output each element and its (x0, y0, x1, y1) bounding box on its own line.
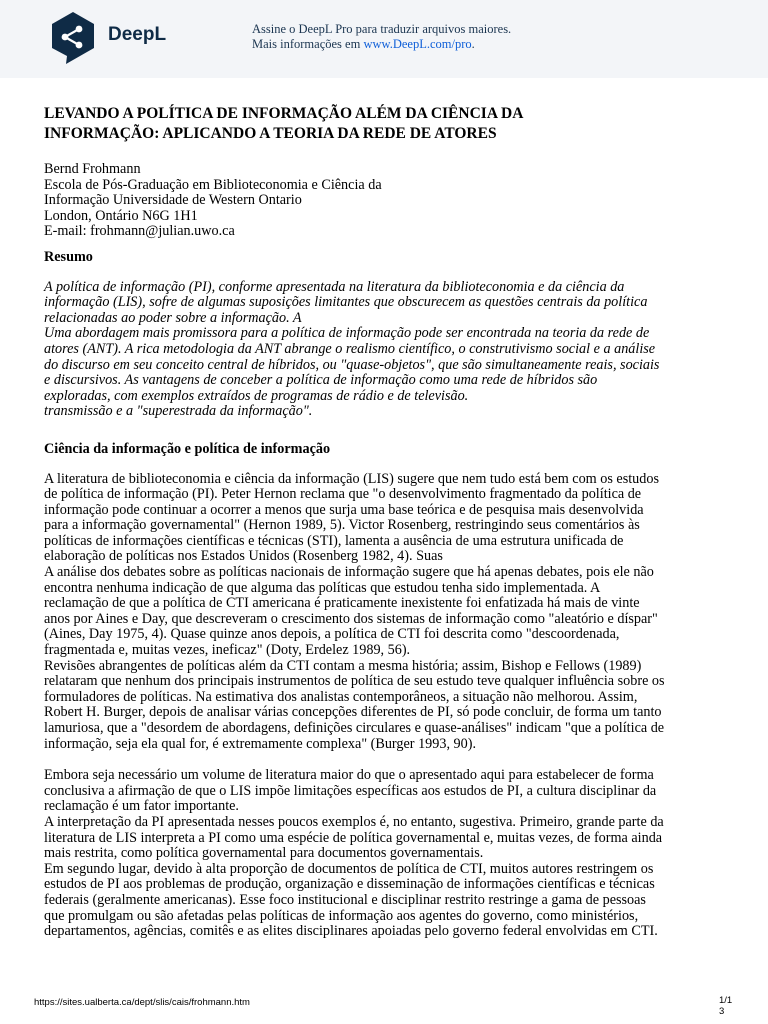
deepl-pro-link[interactable]: www.DeepL.com/pro (363, 37, 472, 51)
body-line: informação pode continuar a ocorrer a menos que surja uma base teórica e de pesquisa mais desenvolvida (44, 501, 644, 518)
abstract (44, 280, 724, 420)
abstract-line: informação (LIS), sofre de algumas suposições limitantes que obscurecem as questões centrais da política (44, 294, 648, 311)
page-number-line: 3 (719, 1006, 725, 1017)
body-line: elaboração de políticas nos Estados Unidos (Rosenberg 1982, 4). Suas (44, 548, 443, 565)
body-line: lamuriosa, que a "desordem de abordagens, definições circulares e quase-análises" indicam "que a política de (44, 720, 665, 736)
author-email: E-mail: frohmann@julian.uwo.ca (44, 223, 235, 240)
body-line: literatura de LIS interpreta a PI como uma espécie de política governamental e, muitas vezes, de forma ainda (44, 829, 663, 846)
abstract-line: atores (ANT). A rica metodologia da ANT abrange o realismo científico, o construtivismo social e a análise (44, 340, 656, 357)
body-line: reclamação é um fator importante. (44, 798, 239, 815)
body-line: Revisões abrangentes de políticas além da CTI contam a mesma história; assim, Bishop e Fellows (1989) (44, 657, 642, 674)
body-line: Robert H. Burger, depois de analisar várias concepções diferentes de PI, só pode concluir, de forma um tanto (44, 704, 662, 721)
body-line: departamentos, agências, comitês e as elites disciplinares apoiadas pelo governo federal envolvidas em CTI. (44, 923, 658, 940)
promo-suffix: . (471, 37, 475, 51)
body-line: reclamação de que a política de CTI americana é praticamente inexistente foi enfatizada há mais de vinte (44, 595, 640, 612)
deepl-logo[interactable] (48, 10, 198, 66)
footer-url[interactable]: https://sites.ualberta.ca/dept/slis/cais/frohmann.htm (34, 997, 250, 1008)
body-line: políticas de informações científicas e técnicas (STI), lamenta a ausência de uma estrutura unificada de (44, 532, 624, 549)
author-name: Bernd Frohmann (44, 161, 141, 177)
body-line: anos por Aines e Day, que descreveram o crescimento dos sistemas de informação como "aleatório e díspar" (44, 610, 658, 627)
body-line: encontra nenhuma indicação de que alguma das políticas que estudou tenha sido implementada. A (44, 579, 601, 596)
body-line: Em segundo lugar, devido à alta proporção de documentos de política de CTI, muitos autores restringem os (44, 860, 654, 877)
body-line: (Aines, Day 1975, 4). Quase quinze anos depois, a política de CTI foi descrita como "descoordenada, (44, 626, 620, 643)
body-paragraph-2 (44, 768, 724, 940)
body-line: A análise dos debates sobre as políticas nacionais de informação sugere que há apenas debates, pois ele não (44, 564, 654, 581)
abstract-line: Uma abordagem mais promissora para a política de informação pode ser encontrada na teoria da rede de (44, 325, 650, 342)
abstract-line: do discurso em seu conceito central de híbridos, ou "quase-objetos", que são simultaneamente reais, sociais (44, 356, 660, 373)
promo-prefix: Mais informações em (252, 37, 364, 51)
author-block (44, 162, 724, 240)
promo-text (252, 22, 511, 52)
abstract-line: relacionadas ao poder sobre a informação. A (44, 309, 302, 326)
abstract-line: e discursivos. As vantagens de conceber a política de informação como uma rede de híbridos são (44, 372, 598, 389)
promo-line-1: Assine o DeepL Pro para traduzir arquivos maiores. (252, 22, 512, 36)
author-address: London, Ontário N6G 1H1 (44, 207, 198, 224)
body-line: A literatura de biblioteconomia e ciência da informação (LIS) sugere que nem tudo está bem com os estudos (44, 470, 659, 487)
title-line: INFORMAÇÃO: APLICANDO A TEORIA DA REDE DE ATORES (44, 125, 497, 142)
body-line: estudos de PI aos problemas de produção, organização e disseminação de informações científicas e técnicas (44, 876, 655, 893)
promo-line-2 (252, 37, 511, 52)
body-line: fragmentada e, muitas vezes, ineficaz" (Doty, Erdelez 1989, 56). (44, 642, 411, 659)
abstract-line: exploradas, com exemplos extraídos de programas de rádio e de televisão. (44, 387, 469, 404)
page-number-line: 1/1 (719, 995, 733, 1006)
title-line: LEVANDO A POLÍTICA DE INFORMAÇÃO ALÉM DA CIÊNCIA DA (44, 105, 524, 122)
page-number (719, 995, 739, 1017)
paragraph-gap (44, 752, 724, 768)
body-line: formuladores de políticas. Na estimativa dos analistas contemporâneos, a situação não melhorou. Assim, (44, 688, 638, 705)
body-line: federais (geralmente americanas). Esse foco institucional e disciplinar restrito restringe a gama de pessoas (44, 891, 646, 908)
abstract-line: transmissão e a "superestrada da informação". (44, 403, 313, 420)
section-heading: Ciência da informação e política de informação (44, 440, 331, 457)
body-line: A interpretação da PI apresentada nesses poucos exemplos é, no entanto, sugestiva. Primeiro, grande parte da (44, 813, 664, 830)
body-line: informação, seja ela qual for, é extremamente complexa" (Burger 1993, 90). (44, 735, 476, 752)
body-line: mais restrita, como política governamental para documentos governamentais. (44, 845, 484, 862)
body-line: que promulgam ou são afetadas pelas políticas de informação aos agentes do governo, como ministérios, (44, 907, 639, 924)
body-line: conclusiva a afirmação de que o LIS impõe limitações específicas aos estudos de PI, a cultura disciplinar da (44, 782, 657, 799)
deepl-banner (0, 0, 768, 78)
author-affiliation: Escola de Pós-Graduação em Biblioteconomia e Ciência da (44, 176, 382, 193)
body-line: relataram que nenhum dos principais instrumentos de política de seu estudo teve qualquer influência sobre os (44, 673, 665, 690)
body-line: Embora seja necessário um volume de literatura maior do que o apresentado aqui para estabelecer de forma (44, 767, 654, 784)
document-body (44, 104, 724, 940)
deepl-logo-icon (48, 10, 98, 66)
document-title (44, 104, 724, 144)
author-affiliation: Informação Universidade de Western Ontario (44, 192, 302, 209)
abstract-line: A política de informação (PI), conforme apresentada na literatura da biblioteconomia e da ciência da (44, 278, 625, 295)
deepl-logo-text: DeepL (108, 24, 167, 45)
body-paragraph-1 (44, 472, 724, 753)
body-line: de política de informação (PI). Peter Hernon reclama que "o desenvolvimento fragmentado da política de (44, 486, 642, 503)
abstract-heading: Resumo (44, 248, 93, 265)
body-line: para a informação governamental" (Hernon 1989, 5). Victor Rosenberg, restringindo seus comentários às (44, 517, 640, 534)
